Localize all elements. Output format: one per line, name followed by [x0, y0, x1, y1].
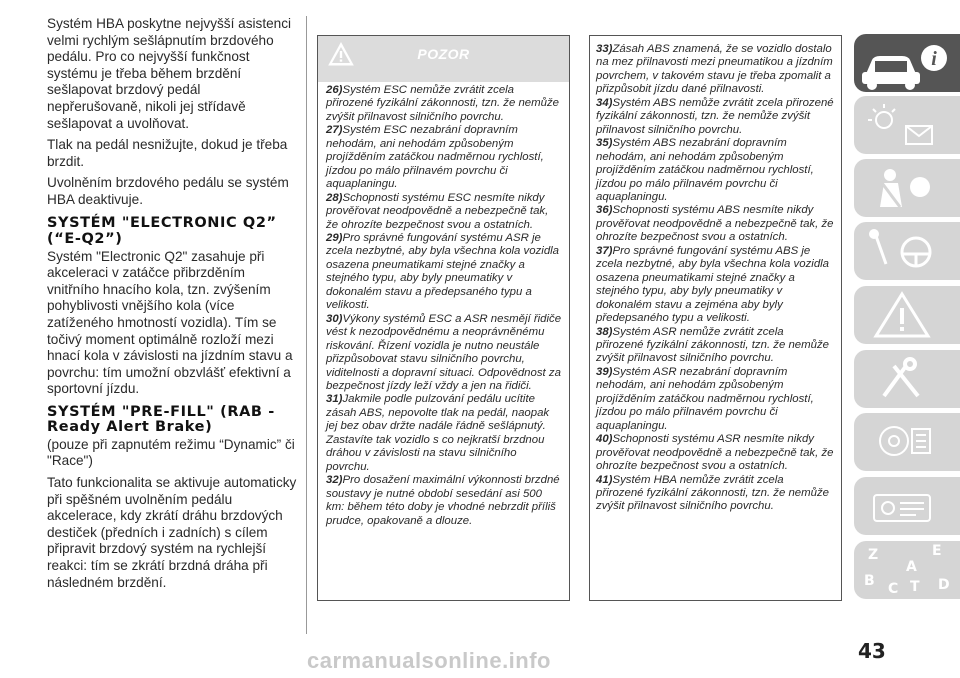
note-text: Systém HBA nemůže zvrátit zcela přirozené fyzikální zákonnosti, tzn. že nemůže zvýšit přilnavost silničního povrchu.: [596, 473, 829, 513]
chapter-tab[interactable]: [854, 286, 960, 344]
note-number: 36): [596, 204, 613, 217]
note-number: 39): [596, 365, 613, 378]
heading-pre-fill: SYSTÉM "PRE-FILL" (RAB - Ready Alert Brake): [47, 403, 275, 435]
tools-icon: [854, 350, 960, 408]
technical-data-icon: [854, 413, 960, 471]
index-letter: C: [888, 581, 899, 597]
lights-and-message-icon: [854, 96, 960, 154]
svg-text:i: i: [931, 48, 937, 70]
chapter-tab[interactable]: [854, 222, 960, 280]
note-item: [326, 393, 562, 474]
warning-box: [317, 35, 570, 601]
note-text: Jakmile podle pulzování pedálu ucítite zásah ABS, nepovolte tlak na pedál, naopak jej bez obav držte nadále řádně sešlápnutý. Zastavíte tak vozidlo s co nejkratší brzdnou dráhou v závislosti na stavu silničního povrchu.: [326, 393, 550, 473]
note-item: [596, 97, 834, 137]
paragraph-hba-deactivate: Uvolněním brzdového pedálu se systém HBA deaktivuje.: [47, 175, 289, 207]
note-item: [326, 192, 562, 232]
note-number: 29): [326, 231, 343, 244]
page-number: 43: [858, 639, 886, 663]
notes-continued-box: [589, 35, 842, 601]
chapter-tab[interactable]: [854, 477, 960, 535]
note-number: 30): [326, 312, 343, 325]
heading-electronic-q2: SYSTÉM "ELECTRONIC Q2” (“E-Q2”): [47, 214, 277, 247]
paragraph-pre-fill-desc: Tato funkcionalita se aktivuje automaticky při spěšném uvolněním pedálu akcelerace, kdy zkrátí dráhu brzdových destiček (předních i zadních) s cílem připravit brzdový systém na rychlejší reakci: tím se zkrátí brzdná dráha při následném brzdění.: [47, 475, 297, 590]
note-text: Systém ESC nezabrání dopravním nehodám, ani nehodám způsobeným projížděním zatáčkou nadměrnou rychlostí, jízdou po málo přilnavém povrchu či aquaplaningu.: [326, 124, 544, 191]
note-text: Schopnosti systému ABS nesmíte nikdy prověřovat neodpovědně a nebezpečně tak, že ohrozíte bezpečnost svou a ostatních.: [596, 204, 834, 244]
chapter-tab[interactable]: [854, 96, 960, 154]
note-number: 26): [326, 84, 343, 96]
index-letter: A: [906, 559, 917, 575]
note-number: 33): [596, 43, 613, 55]
chapter-tab[interactable]: [854, 159, 960, 217]
paragraph-pedal-pressure: Tlak na pedál nesnižujte, dokud je třeba brzdit.: [47, 137, 288, 169]
paragraph-electronic-q2: Systém "Electronic Q2" zasahuje při akceleraci v zatáčce přibrzděním vnitřního hnacího kola, tzn. zvýšením pohyblivosti vnějšího kola (více zatíženého hmotností vozidla). Tím se točivý moment optimálně rozloží mezi hnací kola v závislosti na jízdním stavu a povrchu: tím umožní obzvlášť efektivní a sportovní jízdu.: [47, 248, 293, 397]
note-number: 37): [596, 244, 613, 257]
index-letter: Z: [868, 547, 879, 563]
note-text: Systém ABS nezabrání dopravním nehodám, ani nehodám způsobeným projížděním zatáčkou nadměrnou rychlostí, jízdou po málo přilnavém povrchu či aquaplaningu.: [596, 137, 814, 203]
note-text: Pro správné fungování systému ASR je zcela nezbytné, aby byla všechna kola vozidla osazena pneumatikami stejné značky a stejného typu, aby byly pneumatiky v dokonalém stavu a předepsaného typu a velikosti.: [326, 231, 560, 312]
note-text: Systém ASR nezabrání dopravním nehodám, ani nehodám způsobeným projížděním zatáčkou nadměrnou rychlostí, jízdou po málo přilnavém povrchu či aquaplaningu.: [596, 365, 814, 432]
note-text: Schopnosti systému ESC nesmíte nikdy prověřovat neodpovědně a nebezpečně tak, že ohrozíte bezpečnost svou a ostatních.: [326, 191, 549, 231]
column-divider: [306, 16, 307, 634]
car-info-icon: [854, 34, 960, 92]
note-number: 38): [596, 325, 613, 338]
warning-header: [318, 36, 569, 82]
note-number: 27): [326, 124, 343, 137]
index-letter: T: [910, 579, 920, 595]
note-number: 31): [326, 393, 343, 406]
warning-triangle-icon: [854, 286, 960, 344]
note-item: [326, 313, 562, 394]
notes-continued: [590, 36, 841, 514]
note-item: [326, 84, 562, 124]
note-item: [596, 433, 834, 473]
note-item: [326, 232, 562, 313]
seatbelt-airbag-icon: [854, 159, 960, 217]
warning-title: POZOR: [417, 46, 470, 62]
note-item: [596, 326, 834, 366]
note-item: [326, 474, 562, 528]
note-number: 40): [596, 433, 613, 446]
chapter-tab[interactable]: [854, 413, 960, 471]
watermark: carmanualsonline.info: [307, 648, 551, 673]
note-text: Systém ESC nemůže zvrátit zcela přirozené fyzikální zákonnosti, tzn. že nemůže zvýšit přilnavost silničního povrchu.: [326, 84, 559, 123]
note-text: Zásah ABS znamená, že se vozidlo dostalo na mez přilnavosti mezi pneumatikou a jízdním povrchem, v takovém stavu je třeba zpomalit a přizpůsobit jízdu dané přilnavosti.: [596, 43, 833, 96]
note-text: Výkony systémů ESC a ASR nesmějí řidiče vést k nezodpovědnému a neoprávněnému riskování. Řízení vozidla je nutno neustále přizpůsobovat stavu silničního povrchu, viditelnosti a dopravní situaci. Odpovědnost za bezpečnost jízdy leží vždy a jen na řidiči.: [326, 312, 562, 392]
note-number: 28): [326, 191, 343, 204]
paragraph-pre-fill-mode: (pouze při zapnutém režimu “Dynamic” či "Race"): [47, 436, 295, 469]
note-number: 32): [326, 474, 343, 487]
note-item: [326, 124, 562, 191]
note-item: [596, 204, 834, 244]
key-steering-wheel-icon: [854, 222, 960, 280]
note-item: [596, 137, 834, 204]
note-text: Pro dosažení maximální výkonnosti brzdné soustavy je nutné období sesedání asi 500 km: během této doby je vhodné nebrzdit příliš prudce, opakovaně a dlouze.: [326, 474, 560, 527]
warning-notes: [318, 82, 569, 528]
radio-icon: [854, 477, 960, 535]
note-number: 41): [596, 473, 613, 486]
left-column: [47, 16, 297, 596]
note-number: 34): [596, 96, 613, 109]
note-text: Systém ABS nemůže zvrátit zcela přirozené fyzikální zákonnosti, tzn. že nemůže zvýšit přilnavost silničního povrchu.: [596, 96, 834, 136]
note-text: Schopnosti systému ASR nesmíte nikdy prověřovat neodpovědně a nebezpečně tak, že ohrozíte bezpečnost svou a ostatních.: [596, 433, 834, 473]
note-number: 35): [596, 137, 613, 150]
chapter-tab[interactable]: [854, 350, 960, 408]
chapter-tab[interactable]: [854, 34, 960, 92]
note-text: Pro správné fungování systému ABS je zcela nezbytné, aby byla všechna kola vozidla osazena pneumatikami stejné značky a stejného typu, aby byly pneumatiky v dokonalém stavu a zejména aby byly předepsaného typu a velikosti.: [596, 244, 830, 325]
note-item: [596, 366, 834, 433]
note-item: [596, 474, 834, 514]
paragraph-hba-intro: Systém HBA poskytne nejvyšší asistenci velmi rychlým sešlápnutím brzdového pedálu. Pro co nejvyšší funkčnost systému je třeba během brzdění sešlapovat brzdový pedál nepřerušovaně, nikoli jej střídavě sešlapovat a uvolňovat.: [47, 16, 292, 131]
index-letter: E: [932, 543, 942, 559]
note-text: Systém ASR nemůže zvrátit zcela přirozené fyzikální zákonnosti, tzn. že nemůže zvýšit přilnavost silničního povrchu.: [596, 325, 829, 365]
chapter-tab[interactable]: [854, 541, 960, 599]
index-letter: B: [864, 573, 875, 589]
note-item: [596, 245, 834, 326]
index-letter: D: [938, 577, 950, 593]
note-item: [596, 43, 834, 97]
